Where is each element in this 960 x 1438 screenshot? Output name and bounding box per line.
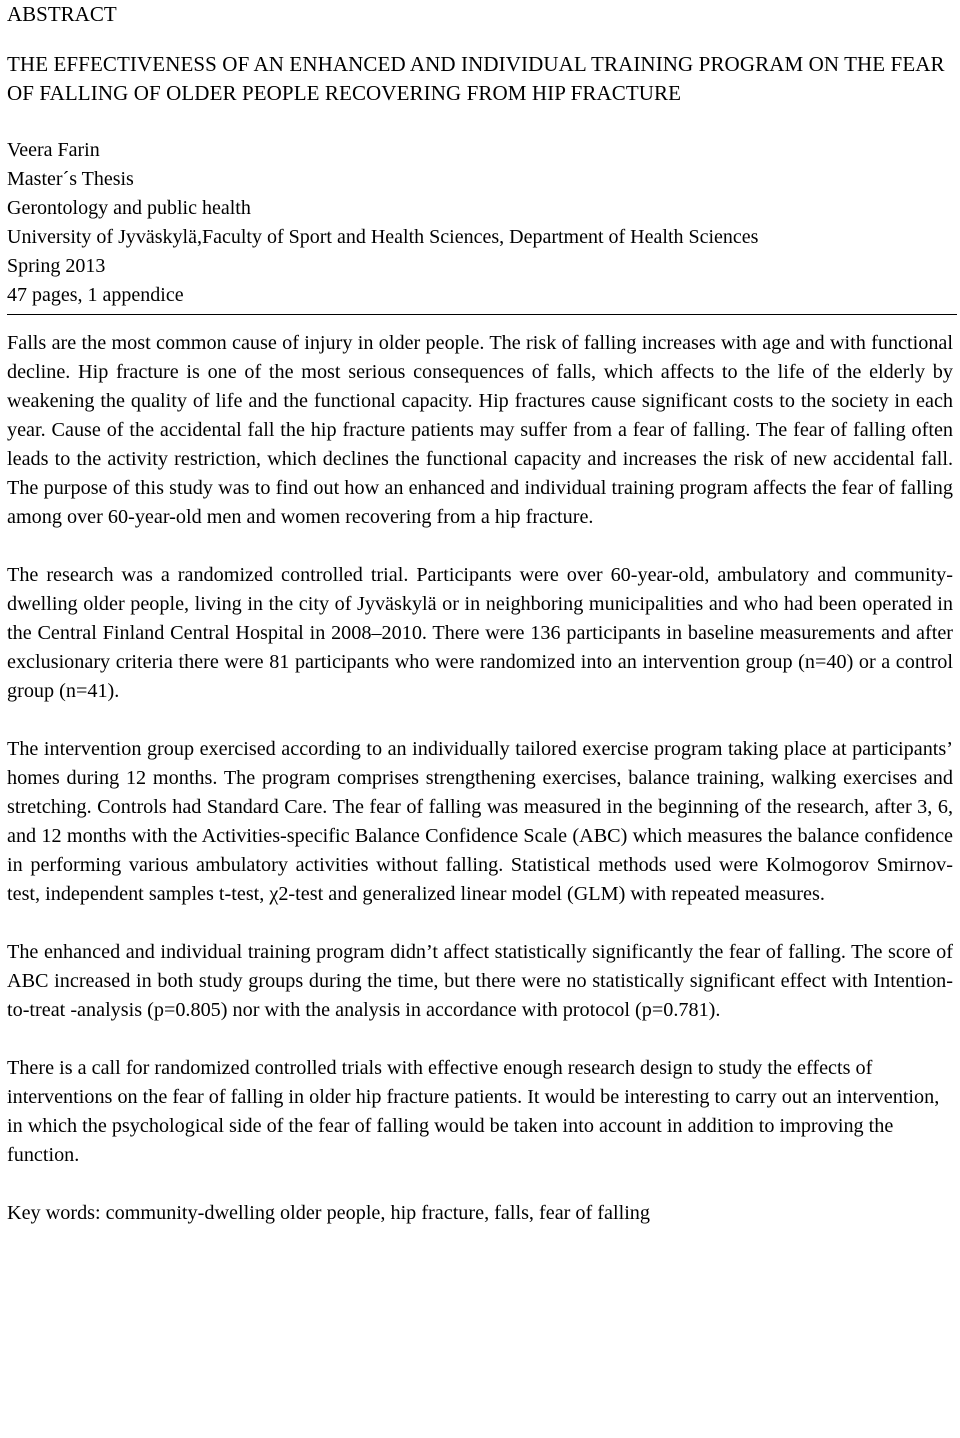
abstract-paragraph-intervention: The intervention group exercised according to an individually tailored exercise program taking place at participants’ homes during 12 months. The program comprises strengthening exercises, balance training, walking exercises and stretching. Controls had Standard Care. The fear of falling was measured in the beginning of the research, after 3, 6, and 12 months with the Activities-specific Balance Confidence Scale (ABC) which measures the balance confidence in performing various ambulatory activities without falling. Statistical methods used were Kolmogorov Smirnov-test, independent samples t-test, χ2-test and generalized linear model (GLM) with repeated measures.	[7, 738, 953, 905]
abstract-paragraph-results: The enhanced and individual training program didn’t affect statistically significantly the fear of falling. The score of ABC increased in both study groups during the time, but there were no statistically significant effect with Intention-to-treat -analysis (p=0.805) nor with the analysis in accordance with protocol (p=0.781).	[7, 941, 953, 1021]
field-of-study: Gerontology and public health	[7, 197, 251, 219]
abstract-paragraph-background: Falls are the most common cause of injury in older people. The risk of falling increases with age and with functional decline. Hip fracture is one of the most serious consequences of falls, which affects to the life of the elderly by weakening the quality of life and the functional capacity. Hip fractures cause significant costs to the society in each year. Cause of the accidental fall the hip fracture patients may suffer from a fear of falling. The fear of falling often leads to the activity restriction, which declines the functional capacity and increases the risk of new accidental fall. The purpose of this study was to find out how an enhanced and individual training program affects the fear of falling among over 60-year-old men and women recovering from a hip fracture.	[7, 332, 953, 528]
abstract-paragraph-conclusion: There is a call for randomized controlled trials with effective enough research design to study the effects of interventions on the fear of falling in older hip fracture patients. It would be interesting to carry out an intervention, in which the psychological side of the fear of falling would be taken into account in addition to improving the function.	[7, 1057, 940, 1166]
institution: University of Jyväskylä,Faculty of Sport and Health Sciences, Department of Health Sciences	[7, 226, 759, 248]
abstract-page	[7, 0, 953, 1228]
degree-type: Master´s Thesis	[7, 168, 134, 190]
keywords: Key words: community-dwelling older people, hip fracture, falls, fear of falling	[7, 1202, 650, 1224]
author-name: Veera Farin	[7, 139, 100, 161]
section-heading: ABSTRACT	[7, 2, 117, 26]
thesis-title: THE EFFECTIVENESS OF AN ENHANCED AND INDIVIDUAL TRAINING PROGRAM ON THE FEAR OF FALLING OF OLDER PEOPLE RECOVERING FROM HIP FRACTURE	[7, 52, 945, 105]
thesis-metadata	[7, 136, 953, 310]
term: Spring 2013	[7, 255, 106, 277]
divider	[7, 314, 957, 315]
abstract-paragraph-methods: The research was a randomized controlled trial. Participants were over 60-year-old, ambulatory and community-dwelling older people, living in the city of Jyväskylä or in neighboring municipalities and who had been operated in the Central Finland Central Hospital in 2008–2010. There were 136 participants in baseline measurements and after exclusionary criteria there were 81 participants who were randomized into an intervention group (n=40) or a control group (n=41).	[7, 564, 953, 702]
page-count: 47 pages, 1 appendice	[7, 284, 184, 306]
